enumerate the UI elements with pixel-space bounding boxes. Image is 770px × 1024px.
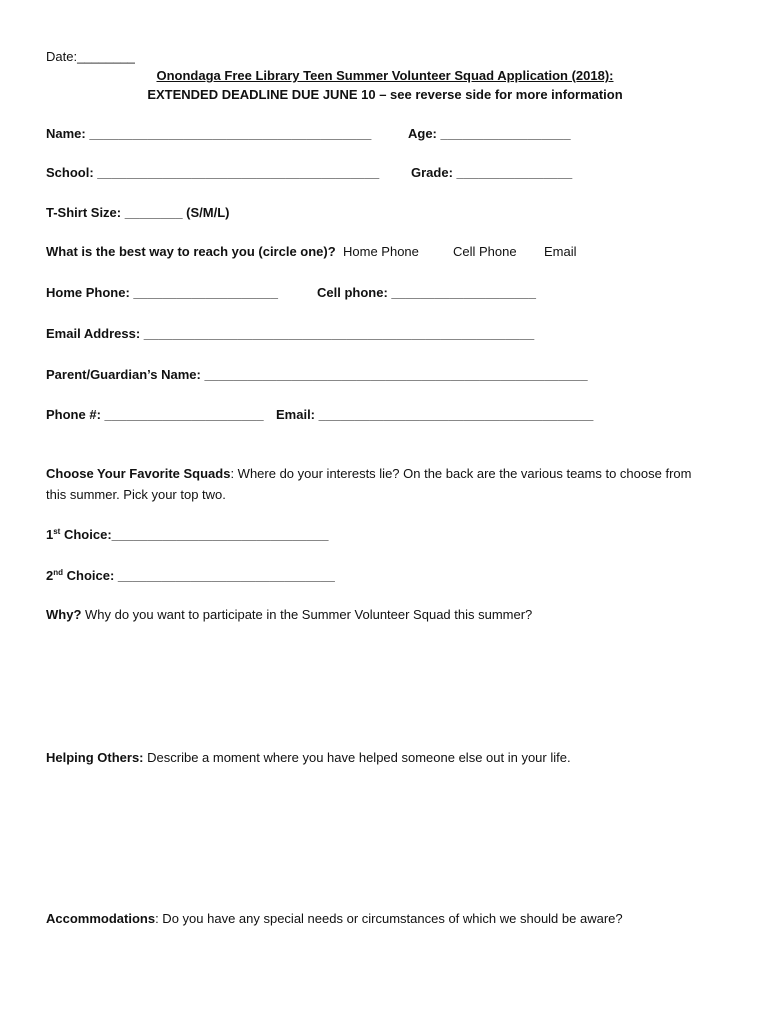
contact-option-cell-phone[interactable]: Cell Phone	[453, 244, 517, 259]
helping-heading: Helping Others:	[46, 750, 144, 765]
first-choice-field[interactable]: 1st Choice:______________________________	[46, 527, 329, 542]
contact-option-email[interactable]: Email	[544, 244, 577, 259]
form-title: Onondaga Free Library Teen Summer Volunteer Squad Application (2018):	[156, 68, 614, 83]
guardian-email-field[interactable]: Email: ______________________________________	[276, 407, 594, 422]
helping-question: Helping Others: Describe a moment where you have helped someone else out in your life.	[46, 750, 571, 765]
name-field[interactable]: Name: _______________________________________	[46, 126, 372, 141]
squads-question-line-1	[46, 467, 691, 480]
why-heading: Why?	[46, 607, 82, 622]
accommodations-question: Accommodations: Do you have any special needs or circumstances of which we should be aware?	[46, 911, 623, 926]
squads-question-line-2: this summer. Pick your top two.	[46, 487, 226, 502]
email-address-field[interactable]: Email Address: ______________________________________________________	[46, 326, 535, 341]
date-field[interactable]: Date:________	[46, 49, 135, 64]
guardian-phone-field[interactable]: Phone #: ______________________	[46, 407, 264, 422]
tshirt-size-field[interactable]: T-Shirt Size: ________ (S/M/L)	[46, 205, 230, 220]
age-field[interactable]: Age: __________________	[408, 126, 571, 141]
guardian-name-field[interactable]: Parent/Guardian’s Name: _____________________________________________________	[46, 367, 588, 382]
form-subtitle: EXTENDED DEADLINE DUE JUNE 10 – see reverse side for more information	[147, 87, 623, 102]
why-question: Why? Why do you want to participate in the Summer Volunteer Squad this summer?	[46, 607, 533, 622]
grade-field[interactable]: Grade: ________________	[411, 165, 573, 180]
contact-question: What is the best way to reach you (circle one)?	[46, 244, 336, 259]
squads-text: : Where do your interests lie? On the back are the various teams to choose from	[230, 466, 692, 481]
contact-option-home-phone[interactable]: Home Phone	[343, 244, 419, 259]
home-phone-field[interactable]: Home Phone: ____________________	[46, 285, 278, 300]
school-field[interactable]: School: _______________________________________	[46, 165, 380, 180]
squads-heading: Choose Your Favorite Squads	[46, 466, 231, 481]
second-choice-field[interactable]: 2nd Choice: ______________________________	[46, 568, 335, 583]
accommodations-heading: Accommodations	[46, 911, 156, 926]
cell-phone-field[interactable]: Cell phone: ____________________	[317, 285, 536, 300]
